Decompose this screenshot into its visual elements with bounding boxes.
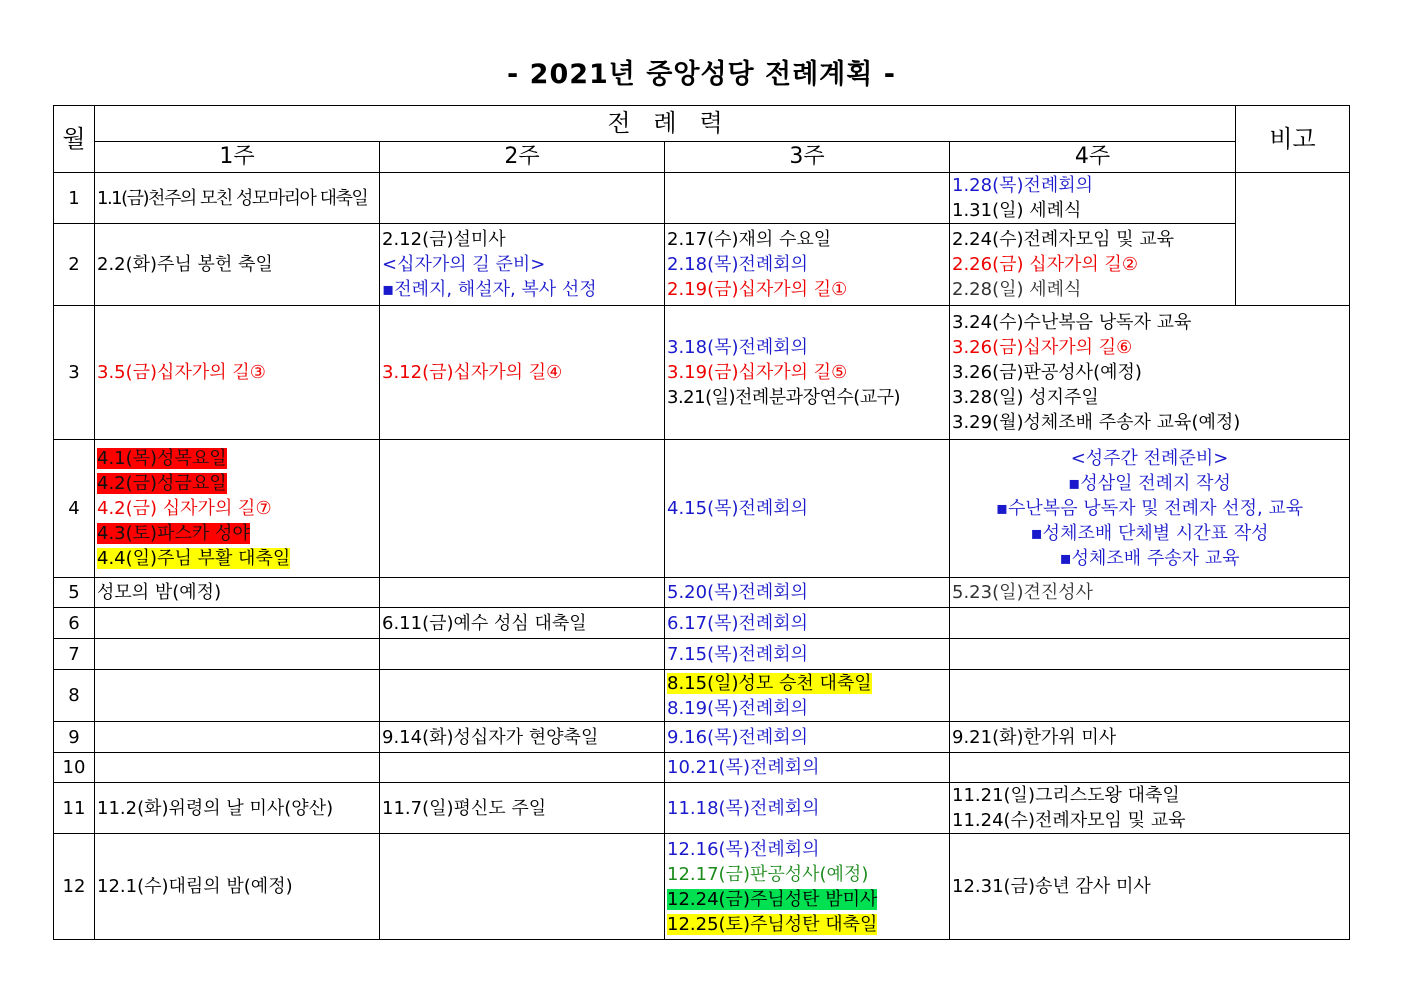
event-text: 3.5(금)십자가의 길③: [97, 362, 266, 383]
note-cell: [1236, 173, 1350, 306]
week2-cell: [380, 173, 665, 224]
week4-cell: [950, 306, 1350, 440]
event-text: ▪성체조배 단체별 시간표 작성: [1030, 523, 1269, 544]
month-cell: 3: [54, 306, 95, 440]
week-1-header: 1주: [95, 142, 380, 173]
table-row: [54, 440, 1350, 578]
week-2-header: 2주: [380, 142, 665, 173]
week2-cell: [380, 670, 665, 722]
week3-cell: [665, 608, 950, 639]
event-text: 3.21(일)전례분과장연수(교구): [667, 387, 901, 408]
week3-cell: [665, 722, 950, 753]
month-cell: 5: [54, 578, 95, 608]
event-text: 3.12(금)십자가의 길④: [382, 362, 563, 383]
event-text: 4.4(일)주님 부활 대축일: [97, 548, 291, 569]
event-text: 3.26(금)십자가의 길⑥: [952, 337, 1133, 358]
event-text: 10.21(목)전례회의: [667, 757, 820, 778]
week3-cell: [665, 639, 950, 670]
event-text: 12.31(금)송년 감사 미사: [952, 876, 1151, 897]
event-text: 6.11(금)예수 성심 대축일: [382, 612, 587, 634]
event-text: 2.28(일) 세례식: [952, 279, 1082, 300]
week1-cell: [95, 224, 380, 306]
week4-cell: [950, 670, 1350, 722]
month-cell: 9: [54, 722, 95, 753]
week3-cell: [665, 306, 950, 440]
event-text: 12.24(금)주님성탄 밤미사: [667, 888, 878, 910]
event-text: 4.2(금)성금요일: [97, 473, 227, 494]
event-text: 성모의 밤(예정): [97, 582, 222, 603]
table-row: [54, 173, 1350, 224]
event-text: 2.24(수)전례자모임 및 교육: [952, 229, 1175, 250]
week3-cell: [665, 834, 950, 940]
event-text: ▪성삼일 전례지 작성: [1068, 473, 1231, 494]
week1-cell: [95, 783, 380, 834]
event-text: 3.29(월)성체조배 주송자 교육(예정): [952, 412, 1241, 433]
week3-cell: [665, 173, 950, 224]
table-row: [54, 608, 1350, 639]
event-text: 2.12(금)설미사: [382, 229, 506, 250]
week1-cell: [95, 306, 380, 440]
week2-cell: [380, 440, 665, 578]
note-header: 비고: [1236, 106, 1350, 173]
week4-cell: [950, 173, 1236, 224]
table-row: [54, 578, 1350, 608]
event-text: 2.26(금) 십자가의 길②: [952, 254, 1139, 275]
week4-cell: [950, 578, 1350, 608]
event-text: 6.17(목)전례회의: [667, 612, 809, 634]
week2-cell: [380, 306, 665, 440]
event-text: 1.28(목)전례회의: [952, 175, 1094, 196]
event-text: 8.15(일)성모 승천 대축일: [667, 672, 872, 694]
table-row: [54, 834, 1350, 940]
event-text: 11.18(목)전례회의: [667, 797, 820, 819]
event-text: 1.1(금)천주의 모친 성모마리아 대축일: [97, 187, 368, 209]
event-text: 11.2(화)위령의 날 미사(양산): [97, 797, 334, 819]
event-text: <성주간 전례준비>: [1070, 448, 1229, 469]
week4-cell: [950, 639, 1350, 670]
week1-cell: [95, 578, 380, 608]
week3-cell: [665, 224, 950, 306]
event-text: 2.2(화)주님 봉헌 축일: [97, 254, 273, 275]
event-text: 12.17(금)판공성사(예정): [667, 863, 869, 885]
event-text: 12.16(목)전례회의: [667, 838, 820, 860]
table-row: [54, 753, 1350, 783]
month-cell: 10: [54, 753, 95, 783]
month-cell: 4: [54, 440, 95, 578]
week2-cell: [380, 783, 665, 834]
week3-cell: [665, 670, 950, 722]
week1-cell: [95, 440, 380, 578]
event-text: 9.21(화)한가위 미사: [952, 726, 1117, 748]
week2-cell: [380, 608, 665, 639]
month-cell: 6: [54, 608, 95, 639]
week-header-row: [54, 142, 1350, 173]
table-row: [54, 306, 1350, 440]
table-row: [54, 639, 1350, 670]
month-cell: 1: [54, 173, 95, 224]
month-header: 월: [54, 106, 95, 173]
event-text: 4.1(목)성목요일: [97, 448, 227, 469]
week1-cell: [95, 173, 380, 224]
week4-cell: [950, 224, 1236, 306]
event-text: 3.24(수)수난복음 낭독자 교육: [952, 312, 1192, 333]
week2-cell: [380, 578, 665, 608]
event-text: 11.7(일)평신도 주일: [382, 797, 547, 819]
week2-cell: [380, 639, 665, 670]
table-row: [54, 224, 1350, 306]
event-text: 3.28(일) 성지주일: [952, 387, 1099, 408]
week4-cell: [950, 440, 1350, 578]
event-text: 3.19(금)십자가의 길⑤: [667, 362, 848, 383]
header-row: [54, 106, 1350, 142]
week1-cell: [95, 608, 380, 639]
event-text: <십자가의 길 준비>: [382, 254, 546, 275]
event-text: 12.1(수)대림의 밤(예정): [97, 876, 293, 897]
week1-cell: [95, 670, 380, 722]
week4-cell: [950, 608, 1350, 639]
week-3-header: 3주: [665, 142, 950, 173]
event-text: 5.20(목)전례회의: [667, 582, 809, 603]
event-text: ▪수난복음 낭독자 및 전례자 선정, 교육: [995, 498, 1304, 519]
week1-cell: [95, 753, 380, 783]
liturgy-calendar-table: [53, 105, 1350, 940]
week4-cell: [950, 783, 1350, 834]
event-text: 2.17(수)재의 수요일: [667, 229, 832, 250]
event-text: 4.15(목)전례회의: [667, 498, 809, 519]
week3-cell: [665, 783, 950, 834]
week4-cell: [950, 753, 1350, 783]
table-row: [54, 670, 1350, 722]
week3-cell: [665, 578, 950, 608]
event-text: 12.25(토)주님성탄 대축일: [667, 913, 878, 935]
event-text: 3.26(금)판공성사(예정): [952, 362, 1142, 383]
event-text: 8.19(목)전례회의: [667, 697, 809, 719]
event-text: 9.16(목)전례회의: [667, 726, 809, 748]
month-cell: 12: [54, 834, 95, 940]
event-text: 1.31(일) 세례식: [952, 200, 1082, 221]
event-text: 4.2(금) 십자가의 길⑦: [97, 498, 272, 519]
week2-cell: [380, 834, 665, 940]
week1-cell: [95, 639, 380, 670]
week4-cell: [950, 834, 1350, 940]
month-cell: 7: [54, 639, 95, 670]
week2-cell: [380, 753, 665, 783]
event-text: ▪성체조배 주송자 교육: [1059, 548, 1240, 569]
calendar-header: 전 례 력: [95, 106, 1236, 142]
event-text: 7.15(목)전례회의: [667, 643, 809, 665]
event-text: 2.19(금)십자가의 길①: [667, 279, 848, 300]
week2-cell: [380, 722, 665, 753]
week3-cell: [665, 753, 950, 783]
event-text: 3.18(목)전례회의: [667, 337, 809, 358]
table-row: [54, 722, 1350, 753]
week1-cell: [95, 834, 380, 940]
month-cell: 2: [54, 224, 95, 306]
event-text: 2.18(목)전례회의: [667, 254, 809, 275]
event-text: 11.24(수)전례자모임 및 교육: [952, 810, 1186, 831]
table-row: [54, 783, 1350, 834]
week2-cell: [380, 224, 665, 306]
month-cell: 11: [54, 783, 95, 834]
page-title: - 2021년 중앙성당 전례계획 -: [507, 59, 896, 90]
event-text: 11.21(일)그리스도왕 대축일: [952, 785, 1180, 806]
event-text: ▪전례지, 해설자, 복사 선정: [382, 279, 597, 300]
week1-cell: [95, 722, 380, 753]
week4-cell: [950, 722, 1350, 753]
event-text: 5.23(일)견진성사: [952, 582, 1094, 603]
week-4-header: 4주: [950, 142, 1236, 173]
event-text: 4.3(토)파스카 성야: [97, 523, 250, 544]
week3-cell: [665, 440, 950, 578]
month-cell: 8: [54, 670, 95, 722]
event-text: 9.14(화)성십자가 현양축일: [382, 726, 599, 748]
